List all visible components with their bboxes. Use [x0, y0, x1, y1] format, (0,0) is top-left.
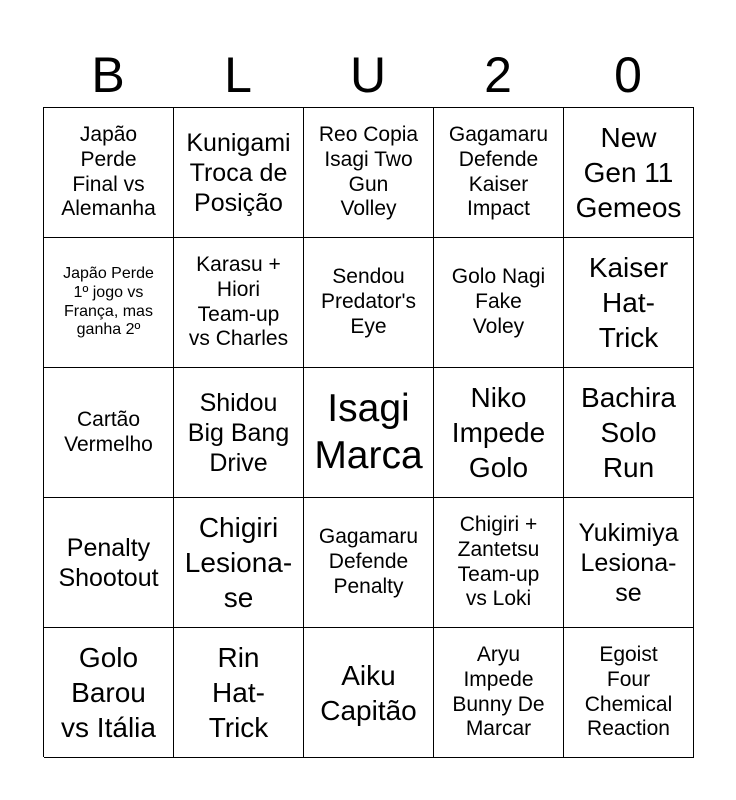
bingo-cell[interactable]: Yukimiya Lesiona- se — [564, 498, 694, 628]
bingo-cell[interactable]: Sendou Predator's Eye — [304, 238, 434, 368]
header-letter-2: 2 — [484, 47, 512, 103]
bingo-cell[interactable]: Golo Nagi Fake Voley — [434, 238, 564, 368]
bingo-cell[interactable]: Reo Copia Isagi Two Gun Volley — [304, 108, 434, 238]
header-letter-0: 0 — [614, 47, 642, 103]
bingo-cell[interactable]: Rin Hat- Trick — [174, 628, 304, 758]
bingo-cell[interactable]: Japão Perde 1º jogo vs França, mas ganha 2º — [44, 238, 174, 368]
bingo-cell[interactable]: Aryu Impede Bunny De Marcar — [434, 628, 564, 758]
bingo-cell[interactable]: Cartão Vermelho — [44, 368, 174, 498]
bingo-board — [43, 107, 694, 757]
bingo-cell[interactable]: Egoist Four Chemical Reaction — [564, 628, 694, 758]
bingo-cell[interactable]: Japão Perde Final vs Alemanha — [44, 108, 174, 238]
header-letter-b: B — [91, 47, 125, 103]
bingo-cell[interactable]: Bachira Solo Run — [564, 368, 694, 498]
bingo-header — [43, 42, 693, 108]
bingo-cell[interactable]: Chigiri Lesiona- se — [174, 498, 304, 628]
bingo-cell[interactable]: Karasu + Hiori Team-up vs Charles — [174, 238, 304, 368]
bingo-cell[interactable]: Kunigami Troca de Posição — [174, 108, 304, 238]
bingo-cell[interactable]: Golo Barou vs Itália — [44, 628, 174, 758]
bingo-cell[interactable]: Gagamaru Defende Penalty — [304, 498, 434, 628]
bingo-cell[interactable]: Chigiri + Zantetsu Team-up vs Loki — [434, 498, 564, 628]
bingo-cell-free[interactable]: Isagi Marca — [304, 368, 434, 498]
header-letter-u: U — [349, 47, 387, 103]
bingo-cell[interactable]: Kaiser Hat- Trick — [564, 238, 694, 368]
bingo-cell[interactable]: New Gen 11 Gemeos — [564, 108, 694, 238]
bingo-cell[interactable]: Gagamaru Defende Kaiser Impact — [434, 108, 564, 238]
header-letter-l: L — [224, 47, 252, 103]
bingo-cell[interactable]: Niko Impede Golo — [434, 368, 564, 498]
bingo-cell[interactable]: Aiku Capitão — [304, 628, 434, 758]
bingo-cell[interactable]: Shidou Big Bang Drive — [174, 368, 304, 498]
bingo-cell[interactable]: Penalty Shootout — [44, 498, 174, 628]
